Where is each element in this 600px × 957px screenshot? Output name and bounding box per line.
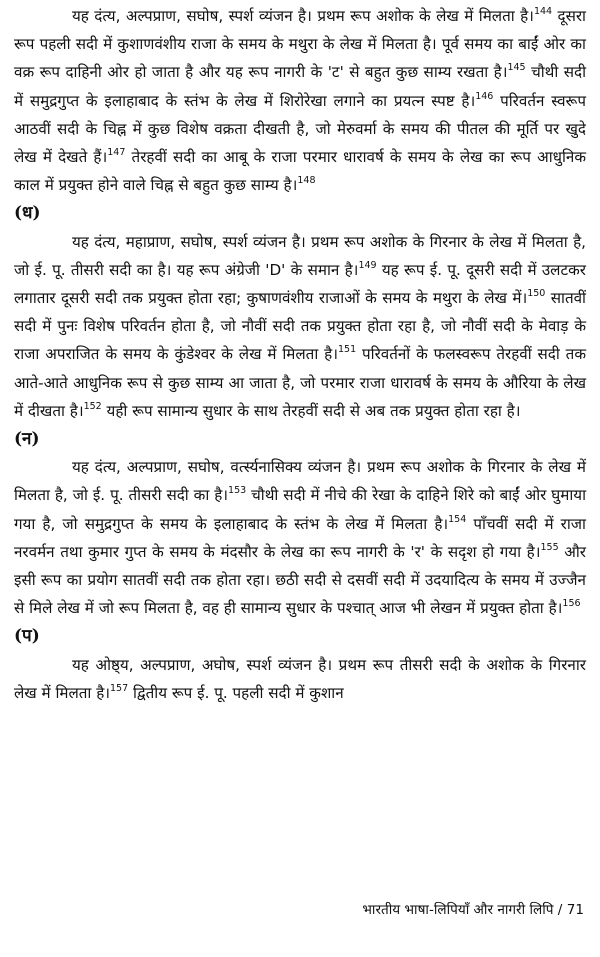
page-body <box>14 2 586 707</box>
footnote-marker: 147 <box>107 147 126 159</box>
text-segment: परिवर्तन स्वरूप आठवीं सदी के चिह्न में कुछ विशेष वक्रता दीखती है, जो मेरुवर्मा के समय की पीतल की मूर्ति पर खुदे लेख में देखते हैं। <box>14 91 586 167</box>
text-segment: यह दंत्य, अल्पप्राण, सघोष, वर्त्स्यनासिक्य व्यंजन है। प्रथम रूप अशोक के गिरनार के लेख में मिलता है, जो ई. पू. तीसरी सदी का है। <box>14 458 586 505</box>
footnote-marker: 150 <box>527 288 546 300</box>
footnote-marker: 148 <box>297 175 316 187</box>
footnote-marker: 145 <box>507 62 526 74</box>
text-segment: यह दंत्य, अल्पप्राण, सघोष, स्पर्श व्यंजन है। प्रथम रूप अशोक के लेख में मिलता है। <box>72 7 534 25</box>
footnote-marker: 157 <box>110 682 129 694</box>
section-heading: (प) <box>14 626 40 647</box>
text-segment: तेरहवीं सदी का आबू के राजा परमार धारावर्ष के समय के लेख का रूप आधुनिक काल में प्रयुक्त होने वाले चिह्न से बहुत कुछ साम्य है। <box>14 148 586 195</box>
running-title: भारतीय भाषा-लिपियाँ और नागरी लिपि <box>362 902 554 918</box>
footnote-marker: 152 <box>83 400 102 412</box>
page-number: 71 <box>566 902 584 918</box>
text-segment: चौथी सदी में समुद्रगुप्त के इलाहाबाद के स्तंभ के लेख में शिरोरेखा लगाने का प्रयत्न स्पष्ट है। <box>14 63 587 110</box>
text-segment: पाँचवीं सदी में राजा नरवर्मन तथा कुमार गुप्त के समय के मंदसौर के लेख का रूप नागरी के 'र' के सदृश हो गया है। <box>14 514 586 561</box>
text-segment: परिवर्तनों के फलस्वरूप तेरहवीं सदी तक आते-आते आधुनिक रूप से कुछ साम्य आ जाता है, जो परमार राजा धारावर्ष के समय के औरिया के लेख में दीखता है। <box>14 345 586 420</box>
footnote-marker: 156 <box>562 598 581 610</box>
footnote-marker: 149 <box>358 259 377 271</box>
page-footer <box>362 899 584 918</box>
text-segment: और इसी रूप का प्रयोग सातवीं सदी तक होता रहा। छठी सदी से दसवीं सदी में उदयादित्य के समय में उज्जैन से मिले लेख में जो रूप मिलता है, वह ही सामान्य सुधार के पश्चात् आज भी लेखन में प्रयुक्त होता है। <box>14 542 586 618</box>
footnote-marker: 155 <box>540 541 559 553</box>
text-segment: दूसरा रूप पहली सदी में कुशाणवंशीय राजा के समय के मथुरा के लेख में मिलता है। पूर्व समय का बाईं ओर का वक्र रूप दाहिनी ओर हो जाता है और यह रूप नागरी के 'ट' से बहुत कुछ साम्य रखता है। <box>14 7 586 82</box>
body-paragraph <box>14 228 586 425</box>
footnote-marker: 144 <box>533 6 553 17</box>
text-segment: यह रूप ई. पू. दूसरी सदी में उलटकर लगातार दूसरी सदी तक प्रयुक्त होता रहा; कुषाणवंशीय राजाओं के समय के मथुरा के लेख में। <box>14 260 586 308</box>
text-segment: यह दंत्य, महाप्राण, सघोष, स्पर्श व्यंजन है। प्रथम रूप अशोक के गिरनार के लेख में मिलता है, जो ई. पू. तीसरी सदी का है। यह रूप अंग्रेजी 'D' के समान है। <box>14 232 586 279</box>
footer-separator: / <box>553 902 567 918</box>
section-heading: (ध) <box>14 203 41 224</box>
body-paragraph <box>14 453 586 622</box>
text-segment: सातवीं सदी में पुनः विशेष परिवर्तन होता है, जो नौवीं सदी तक प्रयुक्त होता रहा है, जो नौवीं सदी के मेवाड़ के राजा अपराजित के समय के कुंडेश्वर के लेख में मिलता है। <box>14 289 586 364</box>
text-segment: चौथी सदी में नीचे की रेखा के दाहिने शिरे को बाईं ओर घुमाया गया है, जो समुद्रगुप्त के समय के इलाहाबाद के स्तंभ के लेख में मिलता है। <box>14 486 587 533</box>
footnote-marker: 154 <box>448 513 467 525</box>
body-paragraph <box>14 2 586 199</box>
text-segment: यही रूप सामान्य सुधार के साथ तेरहवीं सदी से अब तक प्रयुक्त होता रहा है। <box>101 401 521 420</box>
footnote-marker: 153 <box>228 485 247 497</box>
footnote-marker: 151 <box>337 344 357 356</box>
footnote-marker: 146 <box>475 90 494 102</box>
text-segment: यह ओष्ठ्य, अल्पप्राण, अघोष, स्पर्श व्यंजन है। प्रथम रूप तीसरी सदी के अशोक के गिरनार लेख में मिलता है। <box>14 655 586 702</box>
text-segment: द्वितीय रूप ई. पू. पहली सदी में कुशान <box>128 683 344 702</box>
body-paragraph <box>14 651 586 707</box>
section-heading: (न) <box>14 429 40 450</box>
